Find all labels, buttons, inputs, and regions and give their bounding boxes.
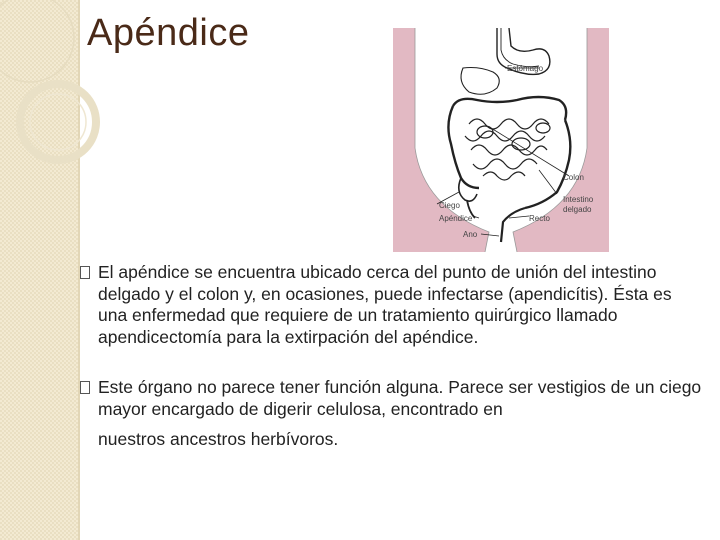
bullet-item: [80, 262, 698, 348]
bullet-list: [80, 262, 720, 451]
bullet-box-icon: [80, 266, 90, 279]
slide-title: Apéndice: [87, 12, 250, 54]
label-rectum: Recto: [529, 214, 550, 223]
bullet-text-line1: Este órgano no parece tener función alguna. Parece ser vestigios de un ciego mayor encargado de digerir celulosa, encontrado en: [98, 377, 702, 419]
bullet-box-icon: [80, 381, 90, 394]
label-colon: Colon: [563, 173, 584, 182]
bullet-item: [80, 377, 718, 451]
label-cecum: Ciego: [439, 201, 460, 210]
digestive-system-diagram: [393, 28, 609, 252]
label-small-intestine-line2: delgado: [563, 205, 592, 214]
bullet-text-line2: nuestros ancestros herbívoros.: [98, 429, 339, 449]
bullet-text: El apéndice se encuentra ubicado cerca del punto de unión del intestino delgado y el colon y, en ocasiones, puede infectarse (apendicítis). Ésta es una enfermedad que requiere de un tratamiento quirúrgico llamado apendicectomía para la extirpación del apéndice.: [98, 262, 672, 347]
label-small-intestine-line1: Intestino: [563, 195, 594, 204]
label-appendix: Apéndice: [439, 214, 473, 223]
label-stomach: Estómago: [507, 64, 544, 73]
label-anus: Ano: [463, 230, 478, 239]
